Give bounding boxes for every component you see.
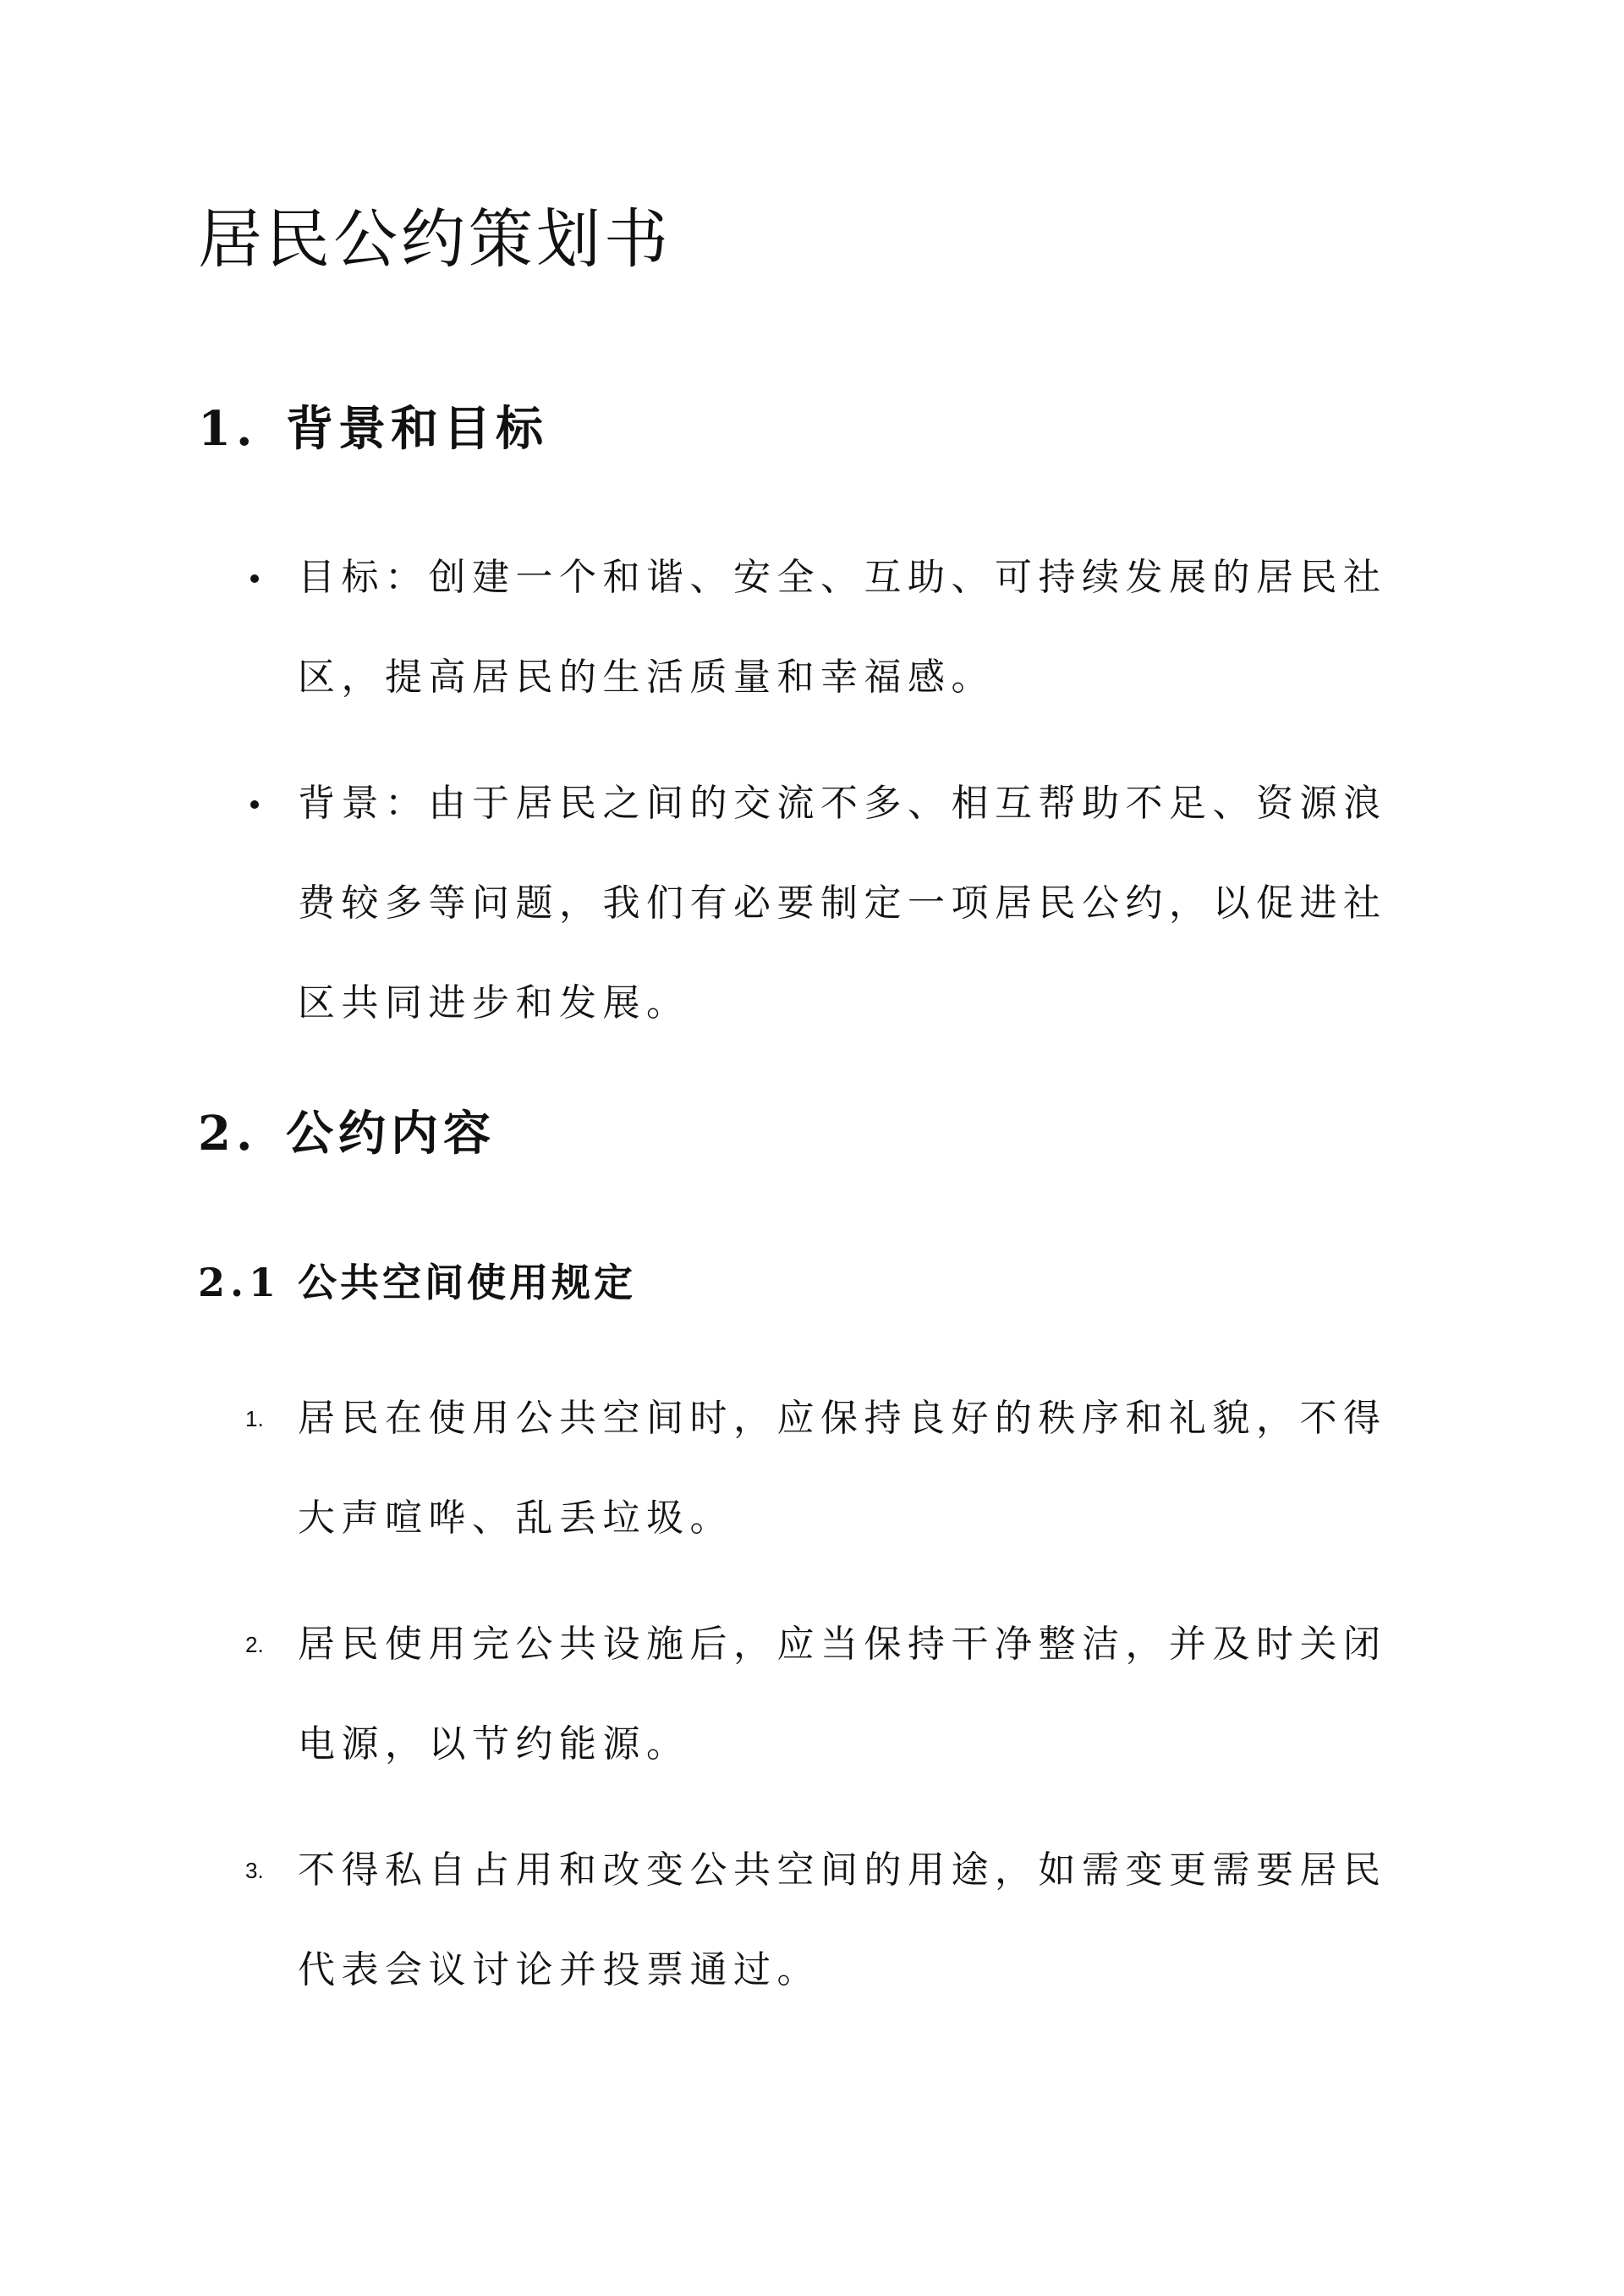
bullet-item-goal: 目标：创建一个和谐、安全、互助、可持续发展的居民社区，提高居民的生活质量和幸福感。 bbox=[298, 556, 1387, 699]
document-title: 居民公约策划书 bbox=[198, 201, 672, 277]
section-title: 公约内容 bbox=[286, 1106, 496, 1162]
section-number: 1. bbox=[198, 401, 258, 457]
section-number: 2. bbox=[198, 1106, 258, 1162]
list-marker: 3. bbox=[245, 1858, 264, 1883]
subsection-title: 公共空间使用规定 bbox=[298, 1260, 636, 1305]
bullet-dot-icon bbox=[250, 574, 259, 583]
section-heading-background-goals bbox=[198, 399, 548, 459]
section-heading-convention-content bbox=[198, 1104, 496, 1163]
subsection-number: 2.1 bbox=[198, 1260, 282, 1305]
subsection-heading-public-space bbox=[198, 1257, 636, 1308]
bullet-item-background: 背景：由于居民之间的交流不多、相互帮助不足、资源浪费较多等问题，我们有必要制定一项居民公约，以促进社区共同进步和发展。 bbox=[298, 782, 1387, 1024]
section-title: 背景和目标 bbox=[286, 401, 548, 457]
list-marker: 2. bbox=[245, 1632, 264, 1657]
list-item-rule-2: 居民使用完公共设施后，应当保持干净整洁，并及时关闭电源，以节约能源。 bbox=[298, 1623, 1387, 1766]
list-item-rule-1: 居民在使用公共空间时，应保持良好的秩序和礼貌，不得大声喧哗、乱丢垃圾。 bbox=[298, 1397, 1387, 1540]
list-marker: 1. bbox=[245, 1406, 264, 1431]
bullet-dot-icon bbox=[250, 800, 259, 809]
list-item-rule-3: 不得私自占用和改变公共空间的用途，如需变更需要居民代表会议讨论并投票通过。 bbox=[298, 1848, 1387, 1991]
